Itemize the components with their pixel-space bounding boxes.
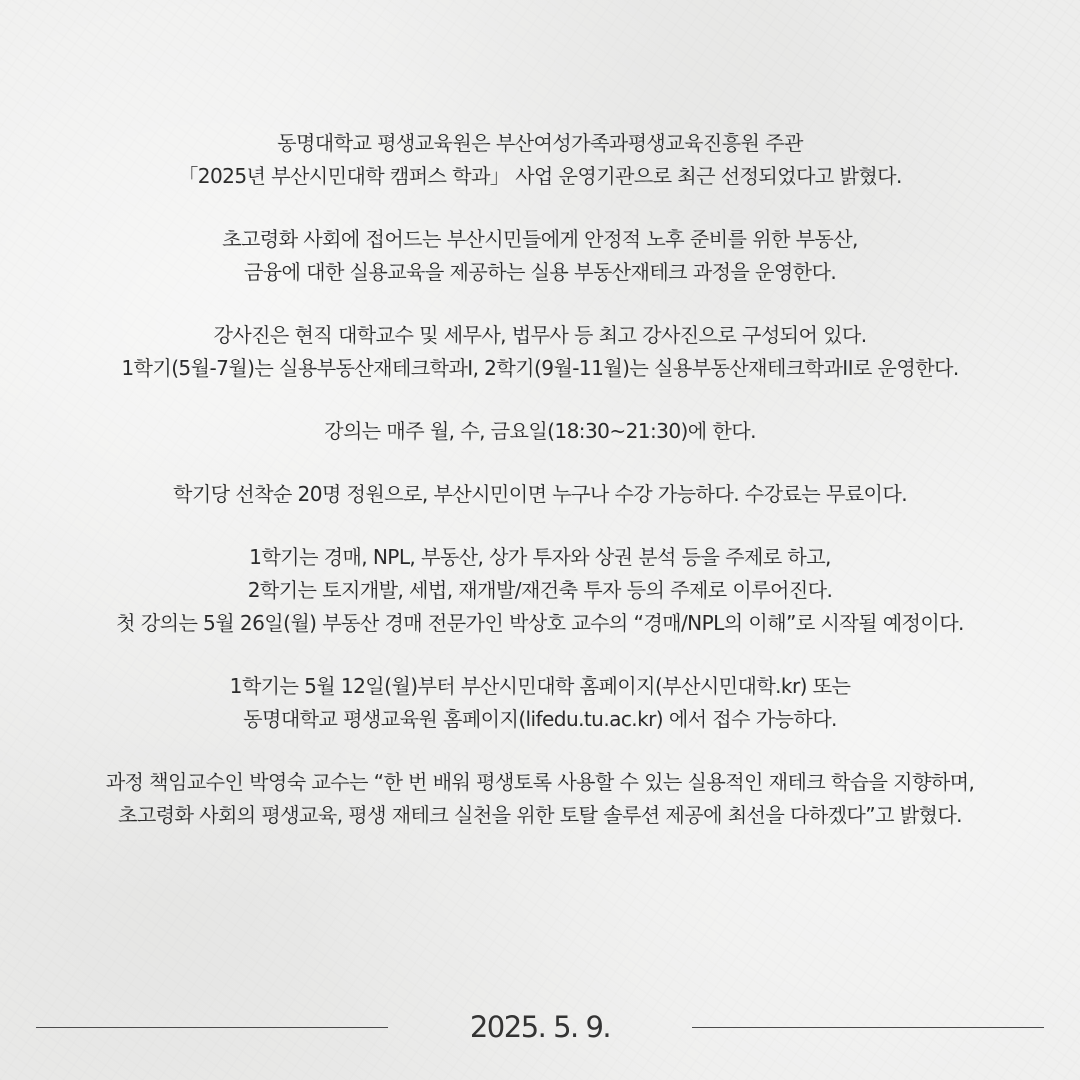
text-line: 1학기는 5월 12일(월)부터 부산시민대학 홈페이지(부산시민대학.kr) 또는: [229, 674, 851, 698]
text-line: 동명대학교 평생교육원은 부산여성가족과평생교육진흥원 주관: [277, 131, 803, 155]
paragraph-curriculum: [0, 541, 1080, 640]
text-line: 첫 강의는 5월 26일(월) 부동산 경매 전문가인 박상호 교수의 “경매/NPL의 이해”로 시작될 예정이다.: [116, 611, 964, 635]
text-line: 「2025년 부산시민대학 캠퍼스 학과」 사업 운영기관으로 최근 선정되었다고 밝혔다.: [178, 164, 902, 188]
paragraph-enrollment: [0, 478, 1080, 511]
footer: [0, 1006, 1080, 1048]
paragraph-program-overview: [0, 223, 1080, 289]
text-line: 강의는 매주 월, 수, 금요일(18:30~21:30)에 한다.: [324, 419, 756, 443]
text-line: 초고령화 사회에 접어드는 부산시민들에게 안정적 노후 준비를 위한 부동산,: [222, 227, 858, 251]
paragraph-registration: [0, 670, 1080, 736]
text-line: 금융에 대한 실용교육을 제공하는 실용 부동산재테크 과정을 운영한다.: [243, 260, 837, 284]
paragraph-instructors: [0, 319, 1080, 385]
paragraph-schedule: [0, 415, 1080, 448]
text-line: 1학기(5월-7월)는 실용부동산재테크학과I, 2학기(9월-11월)는 실용부동산재테크학과II로 운영한다.: [121, 356, 959, 380]
paragraph-professor-quote: [0, 766, 1080, 832]
text-line: 동명대학교 평생교육원 홈페이지(lifedu.tu.ac.kr) 에서 접수 가능하다.: [243, 707, 837, 731]
text-line: 과정 책임교수인 박영숙 교수는 “한 번 배워 평생토록 사용할 수 있는 실용적인 재테크 학습을 지향하며,: [105, 770, 975, 794]
text-line: 초고령화 사회의 평생교육, 평생 재테크 실천을 위한 토탈 솔루션 제공에 최선을 다하겠다”고 밝혔다.: [118, 803, 962, 827]
text-line: 2학기는 토지개발, 세법, 재개발/재건축 투자 등의 주제로 이루어진다.: [247, 578, 833, 602]
article-body: [0, 127, 1080, 862]
footer-divider-left: [36, 1027, 388, 1028]
text-line: 1학기는 경매, NPL, 부동산, 상가 투자와 상권 분석 등을 주제로 하고,: [249, 545, 831, 569]
text-line: 강사진은 현직 대학교수 및 세무사, 법무사 등 최고 강사진으로 구성되어 있다.: [213, 323, 867, 347]
footer-divider-right: [692, 1027, 1044, 1028]
paragraph-selection-announcement: [0, 127, 1080, 193]
publication-date: 2025. 5. 9.: [469, 1010, 611, 1044]
text-line: 학기당 선착순 20명 정원으로, 부산시민이면 누구나 수강 가능하다. 수강료는 무료이다.: [173, 482, 907, 506]
